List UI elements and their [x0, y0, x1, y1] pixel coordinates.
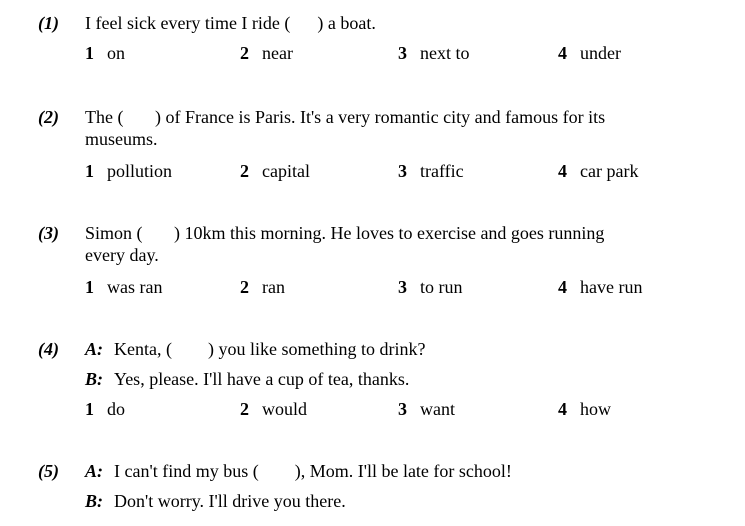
option-item — [398, 41, 470, 65]
speaker-label: B: — [85, 491, 103, 511]
option-item — [558, 41, 621, 65]
question-4 — [38, 337, 737, 421]
question-body — [85, 11, 737, 65]
option-item — [85, 397, 125, 421]
question-number: (3) — [38, 223, 59, 243]
speaker-label: A: — [85, 461, 103, 481]
option-number: 2 — [240, 161, 249, 181]
option-label: on — [107, 43, 125, 63]
option-label: ran — [262, 277, 285, 297]
question-number: (5) — [38, 461, 59, 481]
option-label: capital — [262, 161, 310, 181]
option-number: 2 — [240, 43, 249, 63]
speaker-label: A: — [85, 339, 103, 359]
question-text: The ( ) of France is Paris. It's a very romantic city and famous for its — [85, 107, 606, 127]
option-number: 1 — [85, 43, 94, 63]
option-item — [398, 397, 455, 421]
question-1 — [38, 11, 737, 65]
question-line — [85, 11, 737, 35]
question-3 — [38, 221, 737, 299]
option-label: next to — [420, 43, 470, 63]
option-label: do — [107, 399, 125, 419]
question-text: Yes, please. I'll have a cup of tea, thanks. — [114, 369, 410, 389]
option-item — [240, 397, 307, 421]
question-line — [85, 221, 737, 245]
option-number: 4 — [558, 43, 567, 63]
question-body — [85, 337, 737, 421]
option-number: 1 — [85, 399, 94, 419]
option-number: 3 — [398, 399, 407, 419]
option-item — [558, 275, 642, 299]
question-body — [85, 105, 737, 183]
speaker-label: B: — [85, 369, 103, 389]
option-item — [240, 41, 293, 65]
question-line — [85, 127, 737, 151]
question-line — [85, 489, 737, 513]
option-label: under — [580, 43, 621, 63]
question-text: every day. — [85, 245, 159, 265]
option-number: 1 — [85, 277, 94, 297]
option-item — [398, 159, 464, 183]
question-number: (1) — [38, 13, 59, 33]
question-number: (2) — [38, 107, 59, 127]
option-number: 1 — [85, 161, 94, 181]
question-2 — [38, 105, 737, 183]
option-label: car park — [580, 161, 639, 181]
option-item — [240, 159, 310, 183]
option-number: 3 — [398, 43, 407, 63]
option-item — [558, 397, 611, 421]
question-text: Simon ( ) 10km this morning. He loves to exercise and goes running — [85, 223, 605, 243]
option-label: have run — [580, 277, 643, 297]
question-text: I can't find my bus ( ), Mom. I'll be late for school! — [114, 461, 512, 481]
option-number: 4 — [558, 277, 567, 297]
question-line — [85, 105, 737, 129]
question-text: Kenta, ( ) you like something to drink? — [114, 339, 426, 359]
question-number: (4) — [38, 339, 59, 359]
question-text: museums. — [85, 129, 158, 149]
options-row — [85, 159, 737, 183]
option-item — [558, 159, 638, 183]
option-number: 3 — [398, 161, 407, 181]
options-row — [85, 397, 737, 421]
question-5 — [38, 459, 737, 513]
option-item — [85, 41, 125, 65]
options-row — [85, 275, 737, 299]
option-label: would — [262, 399, 307, 419]
option-number: 3 — [398, 277, 407, 297]
question-body — [85, 459, 737, 513]
option-item — [85, 159, 172, 183]
option-item — [85, 275, 162, 299]
question-text: I feel sick every time I ride ( ) a boat. — [85, 13, 376, 33]
options-row — [85, 41, 737, 65]
option-number: 2 — [240, 277, 249, 297]
option-label: to run — [420, 277, 463, 297]
option-label: want — [420, 399, 455, 419]
option-number: 2 — [240, 399, 249, 419]
option-number: 4 — [558, 399, 567, 419]
question-line — [85, 337, 737, 361]
option-item — [240, 275, 285, 299]
question-line — [85, 367, 737, 391]
question-line — [85, 459, 737, 483]
option-number: 4 — [558, 161, 567, 181]
option-label: was ran — [107, 277, 163, 297]
option-item — [398, 275, 463, 299]
option-label: traffic — [420, 161, 464, 181]
option-label: how — [580, 399, 611, 419]
option-label: near — [262, 43, 293, 63]
question-text: Don't worry. I'll drive you there. — [114, 491, 346, 511]
question-line — [85, 243, 737, 267]
question-body — [85, 221, 737, 299]
option-label: pollution — [107, 161, 173, 181]
